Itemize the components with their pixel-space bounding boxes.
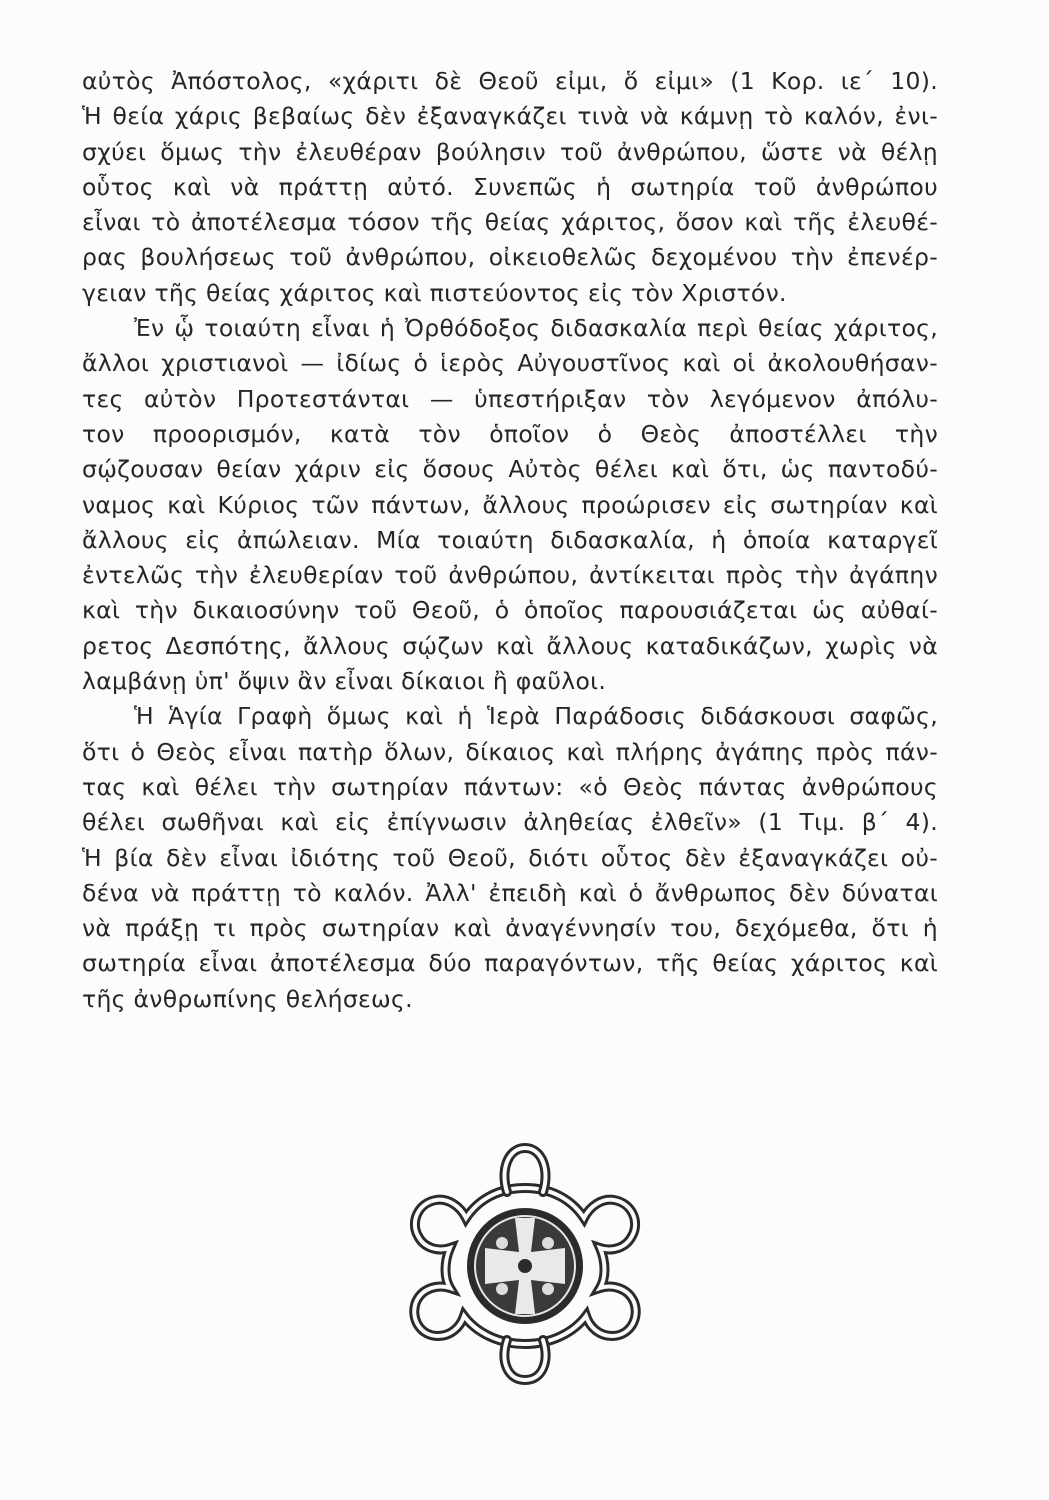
text-line: δένα νὰ πράττῃ τὸ καλόν. Ἀλλ' ἐπειδὴ καὶ ὁ ἄνθρωπος δὲν δύναται — [82, 878, 938, 907]
paragraph-2 — [82, 311, 938, 699]
text-line: ναμος καὶ Κύριος τῶν πάντων, ἄλλους προώρισεν εἰς σωτηρίαν καὶ — [82, 490, 938, 519]
text-line: καὶ τὴν δικαιοσύνην τοῦ Θεοῦ, ὁ ὁποῖος παρουσιάζεται ὡς αὐθαί- — [82, 596, 938, 625]
text-line: σῴζουσαν θείαν χάριν εἰς ὅσους Αὐτὸς θέλει καὶ ὅτι, ὡς παντοδύ- — [82, 455, 938, 484]
text-line: ἄλλους εἰς ἀπώλειαν. Μία τοιαύτη διδασκαλία, ἡ ὁποία καταργεῖ — [82, 525, 938, 554]
text-line: τον προορισμόν, κατὰ τὸν ὁποῖον ὁ Θεὸς ἀποστέλλει τὴν — [82, 419, 938, 448]
paragraph-1 — [82, 64, 938, 311]
text-line: ρας βουλήσεως τοῦ ἀνθρώπου, οἰκειοθελῶς δεχομένου τὴν ἐπενέρ- — [82, 243, 938, 272]
text-line: Ἡ θεία χάρις βεβαίως δὲν ἐξαναγκάζει τινὰ νὰ κάμνῃ τὸ καλόν, ἐνι- — [82, 102, 938, 131]
text-line: ἐντελῶς τὴν ἐλευθερίαν τοῦ ἀνθρώπου, ἀντίκειται πρὸς τὴν ἀγάπην — [82, 561, 938, 590]
text-line: νὰ πράξῃ τι πρὸς σωτηρίαν καὶ ἀναγέννησίν του, δεχόμεθα, ὅτι ἡ — [82, 914, 938, 943]
text-line: λαμβάνῃ ὑπ' ὄψιν ἂν εἶναι δίκαιοι ἢ φαῦλοι. — [82, 667, 607, 696]
text-line: θέλει σωθῆναι καὶ εἰς ἐπίγνωσιν ἀληθείας ἐλθεῖν» (1 Τιμ. β´ 4). — [82, 808, 938, 837]
text-line: Ἡ Ἁγία Γραφὴ ὅμως καὶ ἡ Ἱερὰ Παράδοσις διδάσκουσι σαφῶς, — [134, 702, 938, 731]
paragraph-3 — [82, 699, 938, 1017]
text-line: εἶναι τὸ ἀποτέλεσμα τόσον τῆς θείας χάριτος, ὅσον καὶ τῆς ἐλευθέ- — [82, 208, 938, 237]
text-line: σωτηρία εἶναι ἀποτέλεσμα δύο παραγόντων, τῆς θείας χάριτος καὶ — [82, 949, 938, 978]
text-line: ρετος Δεσπότης, ἄλλους σῴζων καὶ ἄλλους καταδικάζων, χωρὶς νὰ — [82, 631, 938, 660]
body-text — [82, 64, 938, 1017]
text-line: γειαν τῆς θείας χάριτος καὶ πιστεύοντος εἰς τὸν Χριστόν. — [82, 278, 787, 307]
text-line: σχύει ὅμως τὴν ἐλευθέραν βούλησιν τοῦ ἀνθρώπου, ὥστε νὰ θέλῃ — [82, 137, 938, 166]
text-line: τας καὶ θέλει τὴν σωτηρίαν πάντων: «ὁ Θεὸς πάντας ἀνθρώπους — [82, 772, 938, 801]
text-line: οὗτος καὶ νὰ πράττῃ αὐτό. Συνεπῶς ἡ σωτηρία τοῦ ἀνθρώπου — [82, 172, 938, 201]
text-line: Ἡ βία δὲν εἶναι ἰδιότης τοῦ Θεοῦ, διότι οὗτος δὲν ἐξαναγκάζει οὐ- — [82, 843, 938, 872]
text-line: τῆς ἀνθρωπίνης θελήσεως. — [82, 984, 413, 1013]
text-line: ἄλλοι χριστιανοὶ — ἰδίως ὁ ἱερὸς Αὐγουστῖνος καὶ οἱ ἀκολουθήσαν- — [82, 349, 938, 378]
text-line: Ἐν ᾧ τοιαύτη εἶναι ἡ Ὀρθόδοξος διδασκαλία περὶ θείας χάριτος, — [134, 314, 938, 343]
text-line: ὅτι ὁ Θεὸς εἶναι πατὴρ ὅλων, δίκαιος καὶ πλήρης ἀγάπης πρὸς πάν- — [82, 737, 938, 766]
text-line: τες αὐτὸν Προτεστάνται — ὑπεστήριξαν τὸν λεγόμενον ἀπόλυ- — [82, 384, 938, 413]
celtic-cross-knot-icon — [402, 1140, 648, 1386]
text-line: αὐτὸς Ἀπόστολος, «χάριτι δὲ Θεοῦ εἰμι, ὅ εἰμι» (1 Κορ. ιε´ 10). — [82, 67, 938, 95]
